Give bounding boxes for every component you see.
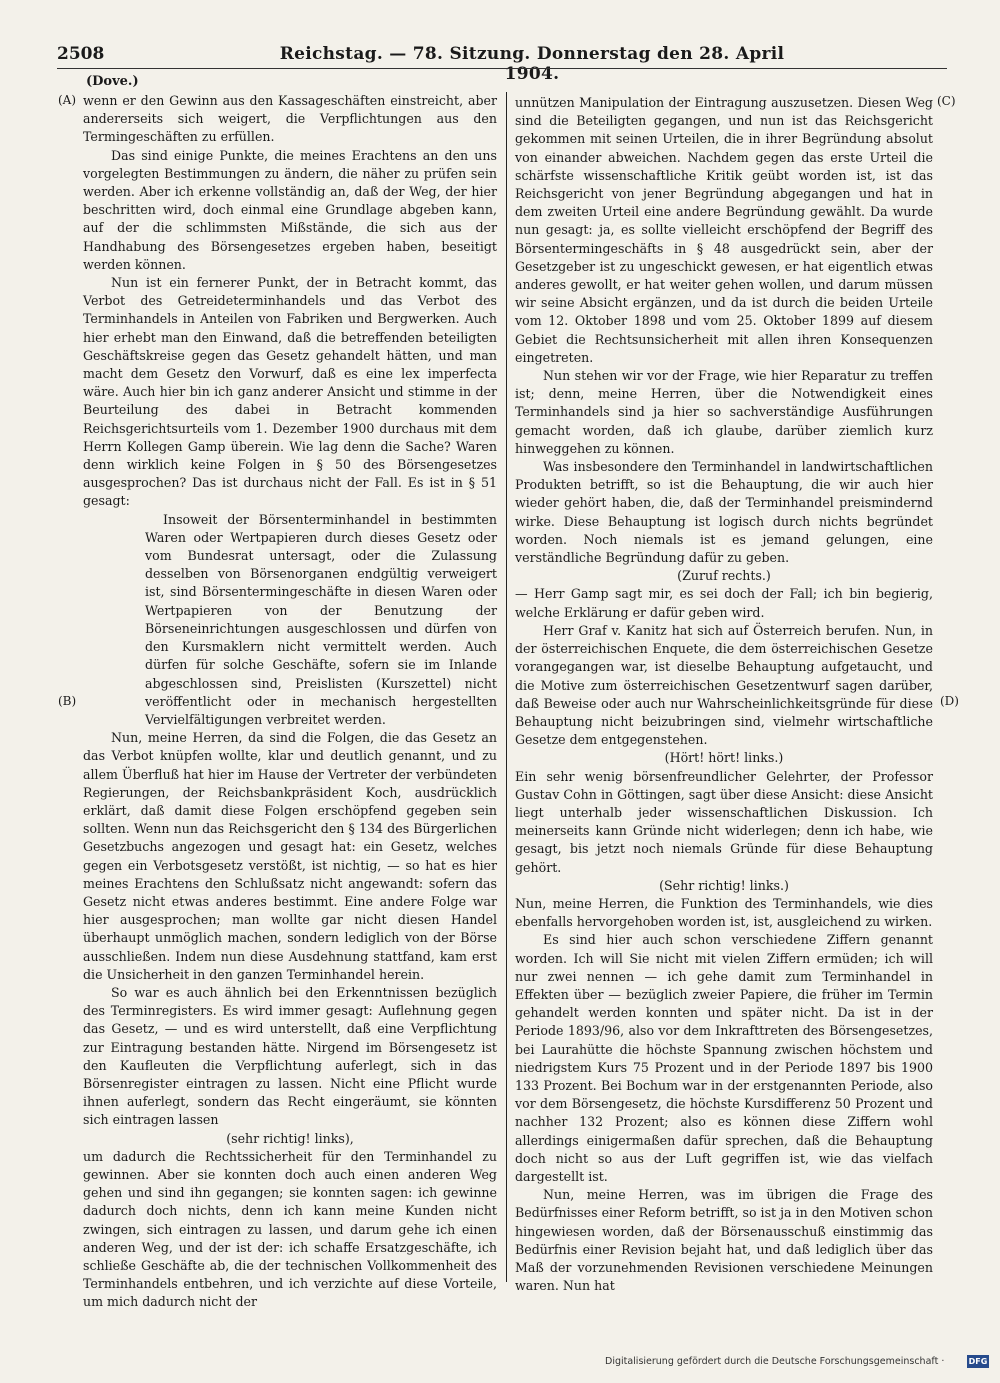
- paragraph: Das sind einige Punkte, die meines Erachtens an den uns vorgelegten Bestimmungen zu ändern, die näher zu prüfen sein werden. Aber ich erkenne vollständig an, daß der Weg, der hier beschritten wird, doch einmal eine Grundlage abgeben kann, auf der die schlimmsten Mißstände, die sich aus der Handhabung des Börsengesetzes ergeben haben, beseitigt werden können.: [83, 147, 497, 272]
- margin-mark-d: (D): [940, 694, 959, 708]
- margin-mark-c: (C): [937, 94, 956, 108]
- speaker-name: (Dove.): [86, 74, 139, 89]
- paragraph: Nun, meine Herren, da sind die Folgen, die das Gesetz an das Verbot knüpfen wollte, klar und deutlich genannt, und zu allem Überfluß hat hier im Hause der Vertreter der verbündeten Regierungen, der Reichsbankpräsident Koch, ausdrücklich erklärt, daß damit diese Folgen erschöpfend gegeben sein sollten. Wenn nun das Reichsgericht den § 134 des Bürgerlichen Gesetzbuchs angezogen und gesagt hat: ein Gesetz, welches gegen ein Verbotsgesetz verstößt, ist nichtig, — so hat es hier meines Erachtens den Schlußsatz nicht angewandt: sofern das Gesetz nicht etwas anderes bestimmt. Eine andere Folge war hier ausgesprochen; man wollte gar nicht diesen Handel überhaupt unmöglich machen, sondern lediglich von der Börse ausschließen. Indem nun diese Ausdehnung stattfand, kam erst die Unsicherheit in den ganzen Terminhandel herein.: [83, 730, 497, 982]
- column-divider: [506, 92, 507, 1282]
- paragraph: wenn er den Gewinn aus den Kassageschäften einstreicht, aber andererseits sich weigert, die Verpflichtungen aus den Termingeschäften zu erfüllen.: [83, 93, 497, 145]
- paragraph: Ein sehr wenig börsenfreundlicher Gelehrter, der Professor Gustav Cohn in Göttingen, sagt über diese Ansicht: diese Ansicht liegt unterhalb jeder wissenschaftlichen Diskussion. Ich meinerseits kann Gründe nicht widerlegen; denn ich habe, wie gesagt, bis jetzt noch niemals Gründe für diese Behauptung gehört.: [515, 768, 933, 875]
- paragraph: — Herr Gamp sagt mir, es sei doch der Fall; ich bin begierig, welche Erklärung er dafür geben wird.: [515, 586, 933, 620]
- left-column: [83, 92, 497, 1312]
- interjection: (sehr richtig! links),: [226, 1130, 354, 1146]
- page-number: 2508: [57, 44, 105, 64]
- running-head: Reichstag. — 78. Sitzung. Donnerstag den 28. April 1904.: [279, 44, 785, 84]
- paragraph: Was insbesondere den Terminhandel in landwirtschaftlichen Produkten betrifft, so ist die Behauptung, die wir auch hier wieder gehört haben, die, daß der Terminhandel preismindernd wirke. Diese Behauptung ist logisch durch nichts begründet worden. Noch niemals ist es jemand gelungen, eine verständliche Begründung dafür zu geben.: [515, 459, 933, 566]
- paragraph: Es sind hier auch schon verschiedene Ziffern genannt worden. Ich will Sie nicht mit vielen Ziffern ermüden; ich will nur zwei nennen — ich gehe damit zum Terminhandel in Effekten über — bezüglich zweier Papiere, die früher im Termin gehandelt werden konnten und später nicht. Da ist in der Periode 1893/96, also vor dem Inkrafttreten des Börsengesetzes, bei Laurahütte die höchste Spannung zwischen höchstem und niedrigstem Kurs 75 Prozent und in der Periode 1897 bis 1900 133 Prozent. Bei Bochum war in der erstgenannten Periode, also vor dem Börsengesetz, die höchste Kursdifferenz 50 Prozent und nachher 132 Prozent; also es können diese Ziffern wohl allerdings einigermaßen dafür sprechen, daß die Behauptung doch nicht so aus der Luft gegriffen ist, wie das vielfach dargestellt ist.: [515, 932, 933, 1184]
- interjection: (Hört! hört! links.): [664, 750, 784, 766]
- interjection: (Sehr richtig! links.): [659, 877, 789, 893]
- margin-mark-b: (B): [58, 694, 77, 708]
- dfg-logo-text: DFG: [968, 1357, 988, 1366]
- paragraph: Nun, meine Herren, was im übrigen die Frage des Bedürfnisses einer Reform betrifft, so ist ja in den Motiven schon hingewiesen worden, daß der Börsenausschuß einstimmig das Bedürfnis einer Revision bejaht hat, und daß lediglich über das Maß der vorzunehmenden Revisionen verschiedene Meinungen waren. Nun hat: [515, 1187, 933, 1294]
- paragraph: Herr Graf v. Kanitz hat sich auf Österreich berufen. Nun, in der österreichischen Enquete, die dem österreichischen Gesetze vorangegangen war, ist dieselbe Behauptung aufgetaucht, und die Motive zum österreichischen Gesetzentwurf sagen darüber, daß Beweise oder auch nur Wahrscheinlichkeitsgründe für diese Behauptung nicht beizubringen sind, vielmehr wirtschaftliche Gesetze dem entgegenstehen.: [515, 622, 933, 748]
- header-rule: [57, 68, 947, 69]
- right-column: [515, 94, 933, 1295]
- paragraph: Nun, meine Herren, die Funktion des Terminhandels, wie dies ebenfalls hervorgehoben worden ist, ist, ausgleichend zu wirken.: [515, 895, 933, 930]
- interjection: (Zuruf rechts.): [677, 568, 771, 584]
- dfg-logo: [967, 1355, 989, 1368]
- paragraph: Nun stehen wir vor der Frage, wie hier Reparatur zu treffen ist; denn, meine Herren, über die Notwendigkeit eines Terminhandels sind ja hier so sachverständige Ausführungen gemacht worden, daß ich glaube, darüber ziemlich kurz hinweggehen zu können.: [515, 368, 933, 456]
- margin-mark-a: (A): [58, 93, 77, 107]
- paragraph: So war es auch ähnlich bei den Erkenntnissen bezüglich des Terminregisters. Es wird immer gesagt: Auflehnung gegen das Gesetz, — und es wird unterstellt, daß eine Verpflichtung zur Eintragung bestanden hätte. Nirgend im Börsengesetz ist den Kaufleuten die Verpflichtung auferlegt, sich in das Börsenregister eintragen zu lassen. Nicht eine Pflicht wurde ihnen auferlegt, sondern das Recht eingeräumt, sie könnten sich eintragen lassen: [83, 984, 497, 1128]
- paragraph: unnützen Manipulation der Eintragung auszusetzen. Diesen Weg sind die Beteiligten gegangen, und nun ist das Reichsgericht gekommen mit seinen Urteilen, die in ihrer Begründung absolut von einander abweichen. Nachdem gegen das erste Urteil die schärfste wissenschaftliche Kritik geübt worden ist, ist das Reichsgericht von jener Begründung abgegangen und hat in dem zweiten Urteil eine andere Begründung gewählt. Da wurde nun gesagt: ja, es sollte vielleicht erschöpfend der Begriff des Börsentermingeschäfts in § 48 ausgedrückt sein, aber der Gesetzgeber ist zu ungeschickt gewesen, er hat eigentlich etwas anderes gewollt, er hat weiter gehen wollen, und darum müssen wir seine Absicht ergänzen, und da ist durch die beiden Urteile vom 12. Oktober 1898 und vom 25. Oktober 1899 auf diesem Gebiet die Rechtsunsicherheit mit allen ihren Konsequenzen eingetreten.: [515, 95, 933, 365]
- paragraph: Nun ist ein fernerer Punkt, der in Betracht kommt, das Verbot des Getreideterminhandels und das Verbot des Terminhandels in Anteilen von Fabriken und Bergwerken. Auch hier erhebt man den Einwand, daß die betreffenden beteiligten Geschäftskreise gegen das Gesetz gehandelt hätten, und man macht dem Gesetz den Vorwurf, daß es eine lex imperfecta wäre. Auch hier bin ich ganz anderer Ansicht und stimme in der Beurteilung des dabei in Betracht kommenden Reichsgerichtsurteils vom 1. Dezember 1900 durchaus mit dem Herrn Kollegen Gamp überein. Wie lag denn die Sache? Waren denn wirklich keine Folgen in § 50 des Börsengesetzes ausgesprochen? Das ist durchaus nicht der Fall. Es ist in § 51 gesagt:: [83, 275, 497, 509]
- paragraph: um dadurch die Rechtssicherheit für den Terminhandel zu gewinnen. Aber sie konnten doch auch einen anderen Weg gehen und sind ihn gegangen; sie konnten sagen: ich gewinne dadurch doch nichts, denn ich kann meine Kunden nicht zwingen, sich eintragen zu lassen, und darum gehe ich einen anderen Weg, und der ist der: ich schaffe Ersatzgeschäfte, ich schließe Geschäfte ab, die der technischen Vollkommenheit des Terminhandels entbehren, und ich verzichte auf diese Vorteile, um mich dadurch nicht der: [83, 1148, 497, 1310]
- quoted-statute: Insoweit der Börsenterminhandel in bestimmten Waren oder Wertpapieren durch dieses Gesetz oder vom Bundesrat untersagt, oder die Zulassung desselben von Börsenorganen endgültig verweigert ist, sind Börsentermingeschäfte in diesen Waren oder Wertpapieren von der Benutzung der Börseneinrichtungen ausgeschlossen und dürfen von den Kursmaklern nicht vermittelt werden. Auch dürfen für solche Geschäfte, sofern sie im Inlande abgeschlossen sind, Preislisten (Kurszettel) nicht veröffentlicht oder in mechanisch hergestellten Vervielfältigungen verbreitet werden.: [145, 511, 497, 727]
- footer-credit: Digitalisierung gefördert durch die Deutsche Forschungsgemeinschaft ·: [605, 1356, 945, 1367]
